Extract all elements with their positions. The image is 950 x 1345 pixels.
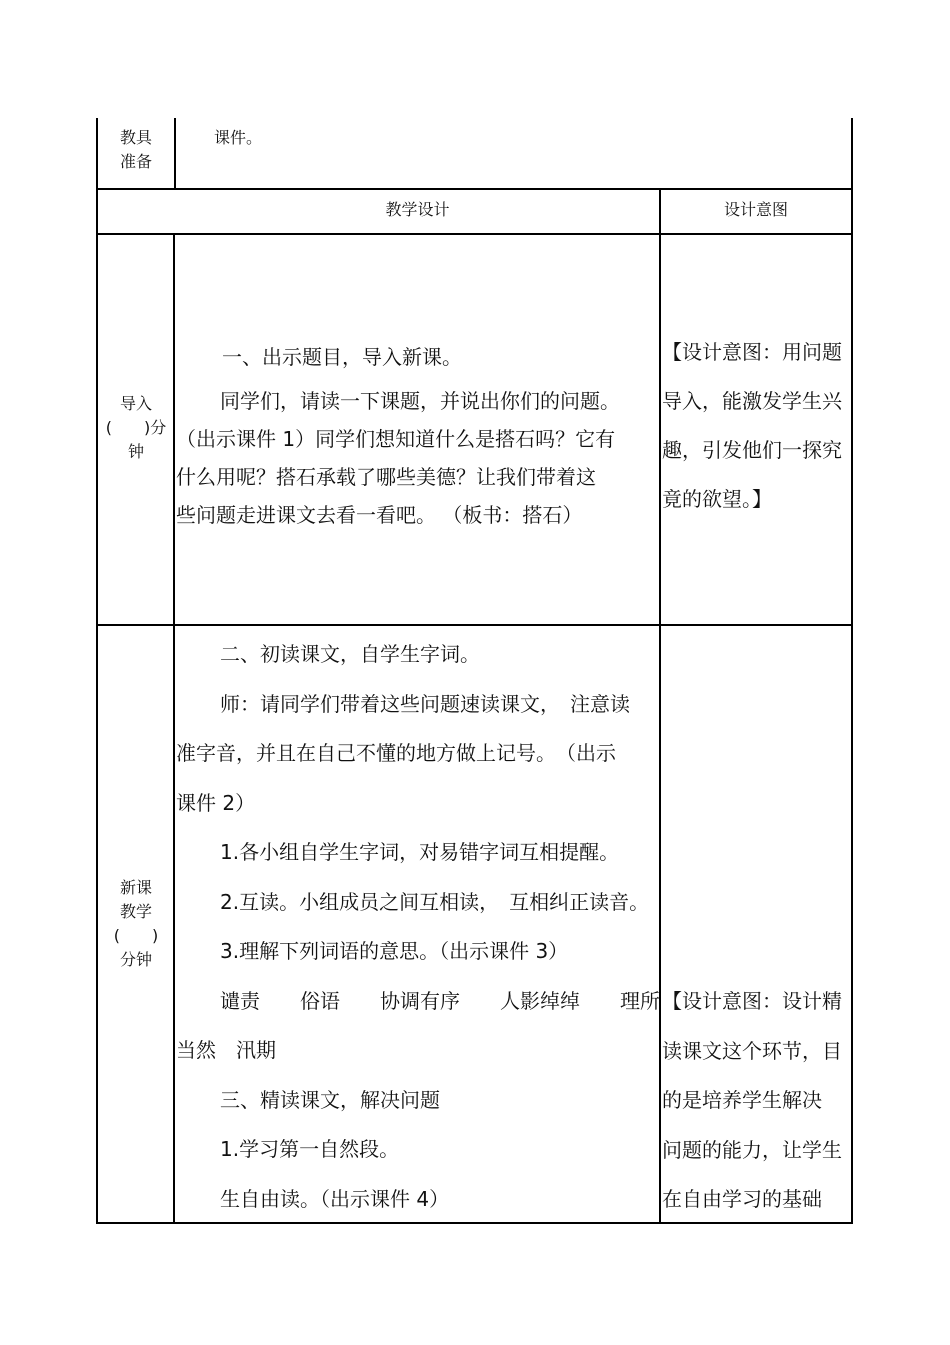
newlesson-label-line: 分钟 [119,950,152,969]
intro-heading: 一、出示题目，导入新课。 [222,345,462,369]
intro-content [176,344,659,534]
intro-intent-line: 趣，引发他们一探究 [662,438,842,462]
newlesson-label-line: ( ) [113,926,159,945]
table-left-border [96,118,98,1224]
intro-intent-line: 导入，能激发学生兴 [662,389,842,413]
intro-label [98,392,174,464]
newlesson-intent-line: 读课文这个环节，目 [662,1038,842,1063]
intro-intent-line: 【设计意图：用问题 [662,340,842,364]
intro-intent-line: 竟的欲望。】 [662,487,772,511]
prep-content: 课件。 [214,128,263,147]
intro-paragraph-line: （出示课件 1）同学们想知道什么是搭石吗？它有 [176,427,616,451]
design-header: 教学设计 [385,200,450,219]
newlesson-line: 二、初读课文，自学生字词。 [220,642,480,666]
newlesson-line: 准字音，并且在自己不懂的地方做上记号。 （出示 [176,741,616,765]
newlesson-line: 1.学习第一自然段。 [220,1137,400,1161]
prep-label-line: 教具 [119,128,152,147]
intro-paragraph-line: 什么用呢？搭石承载了哪些美德？让我们带着这 [176,465,596,489]
col-divider [173,233,175,1223]
prep-label [98,126,174,174]
vocabulary-line: 当然 汛期 [176,1038,276,1062]
newlesson-line: 3.理解下列词语的意思。（出示课件 3） [220,939,569,963]
col-divider [659,233,661,1223]
newlesson-intent-line: 问题的能力，让学生 [662,1137,842,1162]
row-divider [96,188,853,190]
intent-header: 设计意图 [723,200,788,219]
newlesson-line: 课件 2） [176,790,256,815]
newlesson-content [176,630,659,1224]
newlesson-intent-line: 【设计意图：设计精 [662,989,842,1013]
newlesson-line: 师：请同学们带着这些问题速读课文， 注意读 [220,691,630,716]
newlesson-line: 2.互读。小组成员之间互相读， 互相纠正读音。 [220,889,650,914]
newlesson-label-line: 新课 [119,878,152,897]
intro-label-line: 钟 [127,442,144,461]
lesson-plan-table [96,118,853,1226]
intro-paragraph-line: 些问题走进课文去看一看吧。 （板书：搭石） [176,503,583,527]
newlesson-label-line: 教学 [119,902,152,921]
newlesson-line: 生自由读。（出示课件 4） [220,1186,450,1211]
intro-paragraph-line: 同学们，请读一下课题，并说出你们的问题。 [220,389,620,413]
prep-label-line: 准备 [119,152,152,171]
col-divider [174,118,176,190]
intro-label-line: ( )分 [105,418,167,437]
newlesson-line: 1.各小组自学生字词，对易错字词互相提醒。 [220,840,620,864]
row-divider [96,624,853,626]
newlesson-label [98,876,174,972]
newlesson-intent [662,977,852,1225]
vocabulary-line: 谴责 俗语 协调有序 人影绰绰 理所 [220,988,660,1013]
intro-label-line: 导入 [119,394,152,413]
newlesson-intent-line: 的是培养学生解决 [662,1088,822,1112]
newlesson-line: 三、精读课文，解决问题 [220,1087,440,1112]
intro-intent [662,328,852,524]
row-divider [96,233,853,235]
newlesson-intent-line: 在自由学习的基础 [662,1187,822,1211]
